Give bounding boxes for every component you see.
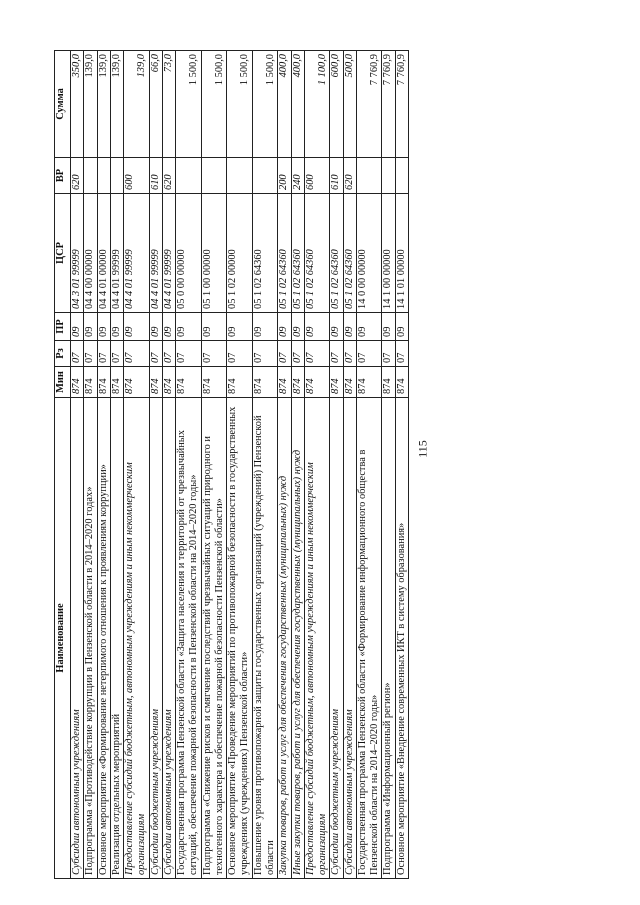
cell-min: 874 <box>201 367 227 398</box>
cell-min: 874 <box>356 367 382 398</box>
cell-vr <box>97 158 110 194</box>
cell-name: Субсидии автономным учреждениям <box>343 398 356 879</box>
cell-pr: 09 <box>124 313 150 341</box>
table-row <box>201 51 227 879</box>
cell-name: Субсидии автономным учреждениям <box>162 398 175 879</box>
header-csr: ЦСР <box>55 194 71 313</box>
cell-csr: 05 1 02 64360 <box>278 194 291 313</box>
table-row <box>382 51 395 879</box>
cell-min: 874 <box>278 367 291 398</box>
cell-name: Реализация отдельных мероприятий <box>110 398 123 879</box>
table-row <box>176 51 202 879</box>
cell-sum: 1 500,0 <box>176 51 202 158</box>
cell-vr <box>395 158 408 194</box>
cell-vr: 620 <box>71 158 84 194</box>
cell-rz: 07 <box>110 341 123 367</box>
cell-name: Подпрограмма «Противодействие коррупции в Пензенской области в 2014–2020 годах» <box>84 398 97 879</box>
cell-min: 874 <box>304 367 330 398</box>
cell-name: Повышение уровня противопожарной защиты государственных организаций (учреждений) Пензенской области <box>252 398 278 879</box>
cell-vr <box>176 158 202 194</box>
cell-rz: 07 <box>124 341 150 367</box>
cell-sum: 139,0 <box>124 51 150 158</box>
cell-rz: 07 <box>201 341 227 367</box>
cell-name: Предоставление субсидий бюджетным, автономным учреждениям и иным некоммерческим организациям <box>304 398 330 879</box>
cell-min: 874 <box>84 367 97 398</box>
page-number: 115 <box>415 440 430 458</box>
cell-csr: 04 4 01 99999 <box>162 194 175 313</box>
budget-table <box>54 50 409 879</box>
cell-vr <box>356 158 382 194</box>
cell-rz: 07 <box>149 341 162 367</box>
cell-rz: 07 <box>252 341 278 367</box>
cell-vr <box>382 158 395 194</box>
cell-vr <box>227 158 253 194</box>
cell-sum: 1 500,0 <box>201 51 227 158</box>
cell-vr: 600 <box>124 158 150 194</box>
cell-name: Государственная программа Пензенской области «Защита населения и территорий от чрезвычайных ситуаций, обеспечение пожарной безопасности в Пензенской области на 2014–2020 годы» <box>176 398 202 879</box>
cell-csr: 04 3 01 99999 <box>71 194 84 313</box>
cell-name: Предоставление субсидий бюджетным, автономным учреждениям и иным некоммерческим организациям <box>124 398 150 879</box>
cell-pr: 09 <box>110 313 123 341</box>
cell-name: Субсидии бюджетным учреждениям <box>330 398 343 879</box>
cell-name: Субсидии бюджетным учреждениям <box>149 398 162 879</box>
cell-min: 874 <box>330 367 343 398</box>
cell-name: Субсидии автономным учреждениям <box>71 398 84 879</box>
cell-sum: 66,0 <box>149 51 162 158</box>
cell-min: 874 <box>176 367 202 398</box>
cell-pr: 09 <box>395 313 408 341</box>
cell-csr: 05 1 02 64360 <box>343 194 356 313</box>
table-row <box>71 51 84 879</box>
cell-name: Подпрограмма «Информационный регион» <box>382 398 395 879</box>
cell-pr: 09 <box>356 313 382 341</box>
cell-pr: 09 <box>162 313 175 341</box>
cell-rz: 07 <box>176 341 202 367</box>
cell-vr: 610 <box>149 158 162 194</box>
budget-table-rotated <box>54 51 597 879</box>
cell-pr: 09 <box>291 313 304 341</box>
cell-rz: 07 <box>227 341 253 367</box>
cell-vr <box>252 158 278 194</box>
cell-sum: 1 500,0 <box>252 51 278 158</box>
cell-pr: 09 <box>304 313 330 341</box>
table-row <box>278 51 291 879</box>
table-row <box>97 51 110 879</box>
table-row <box>149 51 162 879</box>
cell-pr: 09 <box>252 313 278 341</box>
cell-min: 874 <box>71 367 84 398</box>
table-row <box>252 51 278 879</box>
table-row <box>330 51 343 879</box>
cell-rz: 07 <box>291 341 304 367</box>
header-pr: ПР <box>55 313 71 341</box>
table-row <box>304 51 330 879</box>
cell-rz: 07 <box>343 341 356 367</box>
cell-min: 874 <box>382 367 395 398</box>
cell-name: Иные закупки товаров, работ и услуг для обеспечения государственных (муниципальных) нужд <box>291 398 304 879</box>
cell-csr: 04 4 00 00000 <box>84 194 97 313</box>
cell-csr: 05 1 02 64360 <box>304 194 330 313</box>
table-header-row <box>55 51 71 879</box>
cell-sum: 1 500,0 <box>227 51 253 158</box>
cell-csr: 05 1 02 64360 <box>252 194 278 313</box>
cell-pr: 09 <box>343 313 356 341</box>
cell-rz: 07 <box>395 341 408 367</box>
cell-vr <box>84 158 97 194</box>
table-row <box>84 51 97 879</box>
cell-rz: 07 <box>382 341 395 367</box>
cell-sum: 600,0 <box>330 51 343 158</box>
cell-sum: 7 760,9 <box>382 51 395 158</box>
cell-sum: 7 760,9 <box>356 51 382 158</box>
cell-sum: 400,0 <box>291 51 304 158</box>
cell-name: Основное мероприятие «Внедрение современных ИКТ в систему образования» <box>395 398 408 879</box>
cell-sum: 400,0 <box>278 51 291 158</box>
cell-rz: 07 <box>278 341 291 367</box>
table-row <box>227 51 253 879</box>
cell-sum: 7 760,9 <box>395 51 408 158</box>
cell-name: Закупка товаров, работ и услуг для обеспечения государственных (муниципальных) нужд <box>278 398 291 879</box>
cell-pr: 09 <box>278 313 291 341</box>
cell-vr: 600 <box>304 158 330 194</box>
table-row <box>395 51 408 879</box>
cell-rz: 07 <box>304 341 330 367</box>
cell-name: Государственная программа Пензенской области «Формирование информационного общества в Пензенской области на 2014–2020 годы» <box>356 398 382 879</box>
cell-sum: 139,0 <box>110 51 123 158</box>
cell-name: Основное мероприятие «Проведение мероприятий по противопожарной безопасности в государственных учреждениях (учреждениях) Пензенской области» <box>227 398 253 879</box>
cell-min: 874 <box>97 367 110 398</box>
cell-min: 874 <box>162 367 175 398</box>
cell-csr: 14 0 00 00000 <box>356 194 382 313</box>
cell-rz: 07 <box>356 341 382 367</box>
cell-csr: 04 4 01 00000 <box>97 194 110 313</box>
cell-min: 874 <box>227 367 253 398</box>
cell-min: 874 <box>343 367 356 398</box>
cell-sum: 139,0 <box>84 51 97 158</box>
cell-pr: 09 <box>382 313 395 341</box>
cell-vr: 620 <box>343 158 356 194</box>
cell-rz: 07 <box>71 341 84 367</box>
cell-min: 874 <box>291 367 304 398</box>
table-row <box>162 51 175 879</box>
cell-csr: 05 1 02 64360 <box>330 194 343 313</box>
cell-rz: 07 <box>330 341 343 367</box>
cell-name: Подпрограмма «Снижение рисков и смягчение последствий чрезвычайных ситуаций природного и техногенного характера и обеспечение пожарной безопасности Пензенской области» <box>201 398 227 879</box>
cell-vr: 610 <box>330 158 343 194</box>
cell-vr: 240 <box>291 158 304 194</box>
header-rz: Рз <box>55 341 71 367</box>
cell-csr: 04 4 01 99999 <box>110 194 123 313</box>
table-row <box>110 51 123 879</box>
cell-pr: 09 <box>330 313 343 341</box>
cell-sum: 73,0 <box>162 51 175 158</box>
cell-pr: 09 <box>176 313 202 341</box>
header-vr: ВР <box>55 158 71 194</box>
cell-sum: 1 100,0 <box>304 51 330 158</box>
cell-min: 874 <box>149 367 162 398</box>
table-row <box>356 51 382 879</box>
cell-csr: 04 4 01 99999 <box>149 194 162 313</box>
cell-min: 874 <box>252 367 278 398</box>
table-row <box>291 51 304 879</box>
cell-min: 874 <box>395 367 408 398</box>
cell-pr: 09 <box>71 313 84 341</box>
table-row <box>343 51 356 879</box>
cell-min: 874 <box>124 367 150 398</box>
cell-csr: 05 1 02 64360 <box>291 194 304 313</box>
cell-min: 874 <box>110 367 123 398</box>
cell-rz: 07 <box>97 341 110 367</box>
cell-vr: 620 <box>162 158 175 194</box>
cell-pr: 09 <box>84 313 97 341</box>
cell-csr: 05 0 00 00000 <box>176 194 202 313</box>
cell-pr: 09 <box>149 313 162 341</box>
cell-rz: 07 <box>84 341 97 367</box>
cell-sum: 350,0 <box>71 51 84 158</box>
cell-vr: 200 <box>278 158 291 194</box>
header-sum: Сумма <box>55 51 71 158</box>
cell-pr: 09 <box>97 313 110 341</box>
cell-pr: 09 <box>227 313 253 341</box>
cell-rz: 07 <box>162 341 175 367</box>
cell-vr <box>110 158 123 194</box>
cell-pr: 09 <box>201 313 227 341</box>
cell-csr: 05 1 02 00000 <box>227 194 253 313</box>
cell-vr <box>201 158 227 194</box>
cell-sum: 139,0 <box>97 51 110 158</box>
cell-name: Основное мероприятие «Формирование нетерпимого отношения к проявлениям коррупции» <box>97 398 110 879</box>
cell-csr: 14 1 01 00000 <box>395 194 408 313</box>
header-min: Мин <box>55 367 71 398</box>
cell-sum: 500,0 <box>343 51 356 158</box>
cell-csr: 05 1 00 00000 <box>201 194 227 313</box>
cell-csr: 04 4 01 99999 <box>124 194 150 313</box>
cell-csr: 14 1 00 00000 <box>382 194 395 313</box>
header-name: Наименование <box>55 398 71 879</box>
table-row <box>124 51 150 879</box>
